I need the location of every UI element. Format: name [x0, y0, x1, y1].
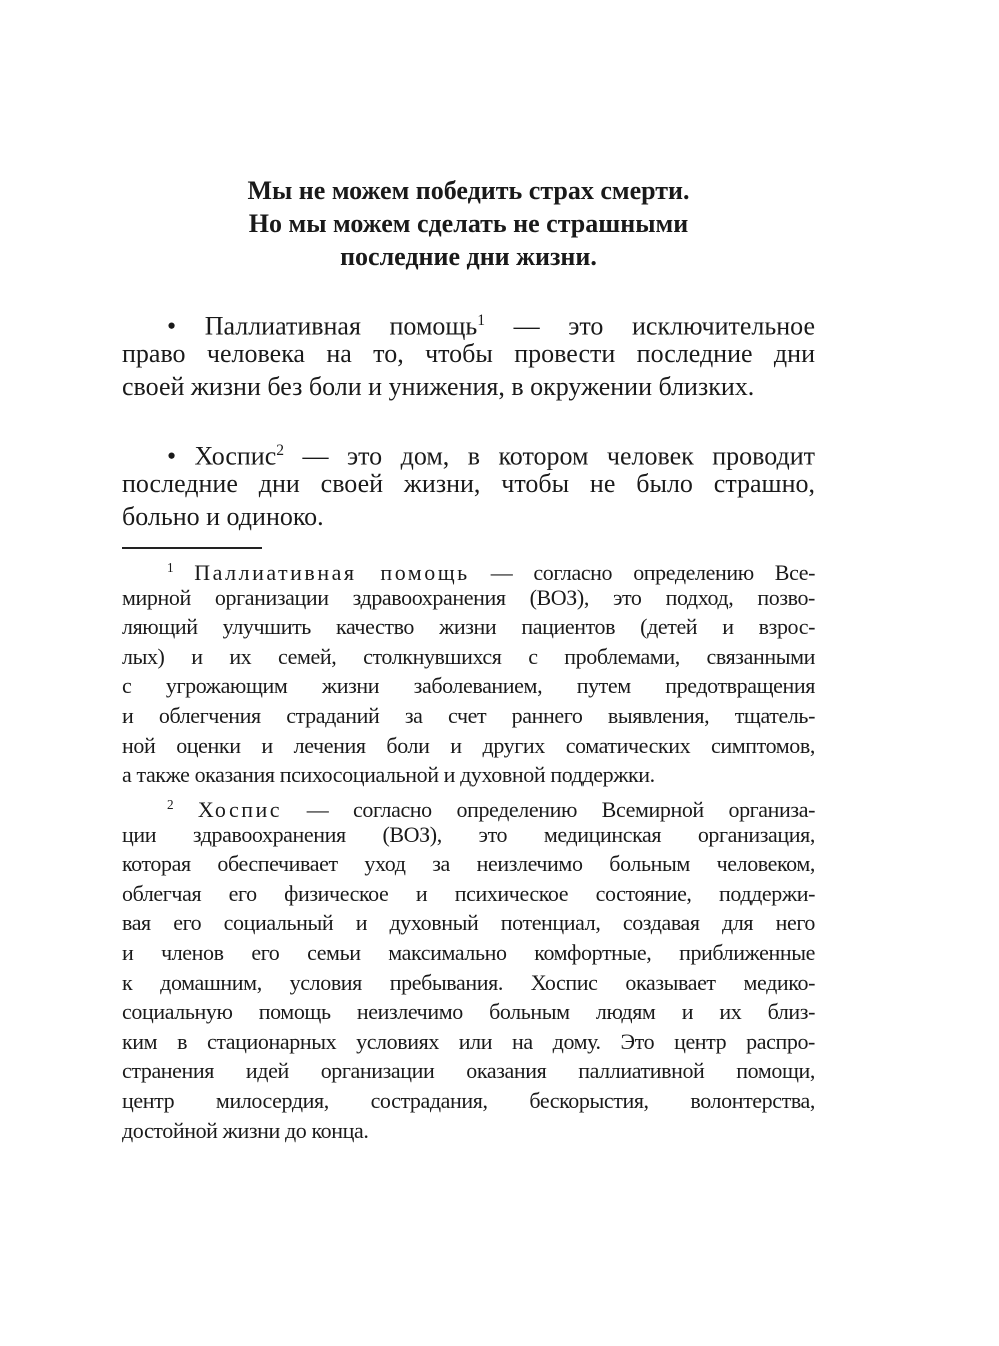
line-text: и членов его семьи максимально комфортные, приближенные: [122, 940, 815, 965]
line-text: — согласно определению Всемирной организа-: [282, 796, 816, 822]
text-line: [122, 467, 815, 500]
line-text: больно и одиноко.: [122, 502, 324, 531]
line-text: которая обеспечивает уход за неизлечимо больным человеком,: [122, 851, 815, 877]
line-text: последние дни своей жизни, чтобы не было страшно,: [122, 469, 815, 498]
line-text: лых) и их семей, столкнувшихся с проблемами, связанными: [122, 643, 815, 669]
text-line: [122, 612, 815, 642]
text-line: [122, 790, 815, 820]
line-text: к домашним, условия пребывания. Хоспис оказывает медико-: [122, 969, 815, 995]
footnote-marker: 2: [167, 797, 174, 812]
footnote-marker: 2: [276, 442, 285, 459]
text-line: [122, 938, 815, 968]
text-line: [122, 1027, 815, 1057]
text-line: [122, 434, 816, 471]
line-text: своей жизни без боли и унижения, в окружении близких.: [122, 372, 755, 401]
text-line: [122, 370, 815, 403]
text-line: [122, 337, 815, 370]
line-text: достойной жизни до конца.: [122, 1117, 369, 1143]
line-text: право человека на то, чтобы провести последние дни: [122, 339, 815, 368]
text-line: [122, 304, 816, 341]
text-line: [122, 820, 815, 850]
text-line: [122, 760, 815, 790]
text-line: [122, 701, 815, 731]
text-line: [122, 731, 815, 761]
line-text: центр милосердия, сострадания, бескорыстия, волонтерства,: [122, 1088, 815, 1113]
line-text: — это дом, в котором человек проводит: [284, 441, 816, 471]
line-text: ной оценки и лечения боли и других соматических симптомов,: [122, 732, 815, 758]
text-line: [122, 879, 815, 909]
footnote-marker: 1: [167, 560, 174, 575]
text-line: [122, 671, 815, 701]
text-line: [122, 997, 815, 1027]
text-line: [122, 500, 815, 533]
line-text: облегчая его физическое и психическое состояние, поддержи-: [122, 880, 815, 906]
line-text: ции здравоохранения (ВОЗ), это медицинская организация,: [122, 821, 815, 847]
line-text: странения идей организации оказания паллиативной помощи,: [122, 1058, 815, 1084]
text-line: [122, 1086, 815, 1116]
text-line: [122, 849, 815, 879]
line-text: а также оказания психосоциальной и духовной поддержки.: [122, 762, 655, 788]
footnote-separator: [122, 547, 262, 549]
line-lead: • Хоспис: [167, 441, 277, 471]
footnote-term: Паллиативная помощь: [194, 559, 470, 585]
line-text: и облегчения страданий за счет раннего выявления, тщатель-: [122, 703, 815, 728]
text-line: [122, 968, 815, 998]
line-text: — согласно определению Все-: [469, 559, 815, 585]
line-text: социальную помощь неизлечимо больным людям и их близ-: [122, 999, 815, 1025]
heading-line: Мы не можем победить страх смерти.: [247, 176, 690, 205]
heading-line: последние дни жизни.: [340, 242, 597, 271]
text-line: [122, 1116, 815, 1146]
text-line: [122, 642, 815, 672]
text-line: [122, 1056, 815, 1086]
line-text: ким в стационарных условиях или на дому. Это центр распро-: [122, 1028, 815, 1054]
line-text: мирной организации здравоохранения (ВОЗ), это подход, позво-: [122, 584, 815, 610]
footnote-marker: 1: [477, 312, 486, 329]
text-line: [122, 583, 815, 613]
footnote-term: Хоспис: [197, 796, 283, 822]
line-text: вая его социальный и духовный потенциал, создавая для него: [122, 910, 815, 936]
heading-line: Но мы можем сделать не страшными: [248, 209, 689, 238]
line-text: — это исключительное: [485, 311, 816, 341]
text-line: [122, 908, 815, 938]
line-lead: • Паллиативная помощь: [167, 311, 478, 341]
line-text: с угрожающим жизни заболеванием, путем предотвращения: [122, 673, 815, 699]
line-text: ляющий улучшить качество жизни пациентов (детей и взрос-: [122, 614, 815, 640]
text-line: [122, 553, 815, 583]
